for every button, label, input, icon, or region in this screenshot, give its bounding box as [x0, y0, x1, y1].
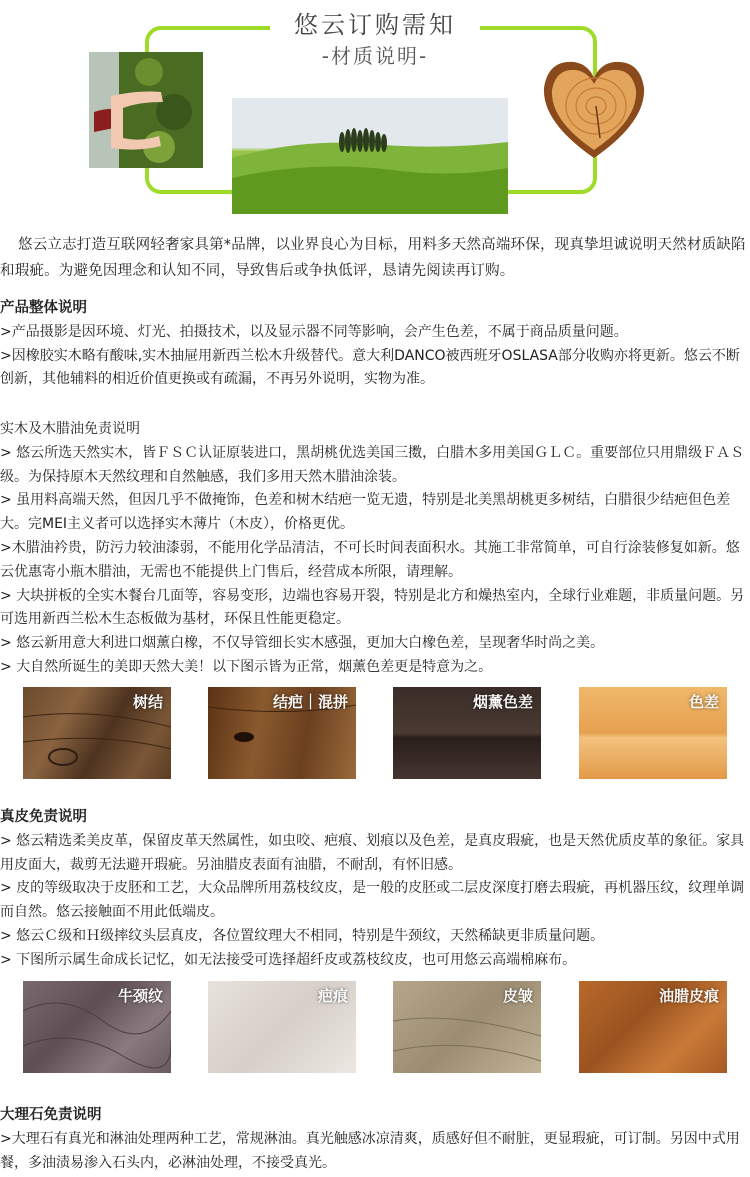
header-banner — [0, 0, 750, 215]
product-line: >因橡胶实木略有酸味,实木抽屉用新西兰松木升级替代。意大利DANCO被西班牙OSLASA部分收购亦将更新。悠云不断创新，其他辅料的相近价值更换或有疏漏，不再另外说明，实物为准。 — [0, 347, 740, 388]
tree-hug-photo — [89, 52, 203, 168]
leather-line: > 下图所示属生命成长记忆，如无法接受可选择超纤皮或荔枝纹皮，也可用悠云高端棉麻布。 — [0, 951, 577, 968]
title-box — [270, 6, 480, 80]
heart-wood-photo — [540, 58, 648, 162]
leather-swatch-wrinkle — [393, 981, 541, 1073]
wood-line: > 大自然所诞生的美即天然大美！以下图示皆为正常，烟薰色差更是特意为之。 — [0, 658, 493, 675]
wood-section — [0, 418, 750, 680]
leather-swatch-neck — [23, 981, 171, 1073]
green-hill-photo — [232, 98, 508, 214]
intro-text: 悠云立志打造互联网轻奢家具第*品牌，以业界良心为目标，用料多天然高端环保，现真挚坦诚说明天然材质缺陷和瑕疵。为避免因理念和认知不同，导致售后或争执低评，恳请先阅读再订购。 — [0, 237, 746, 279]
page-title: 悠云订购需知 — [294, 11, 456, 39]
marble-section — [0, 1104, 750, 1175]
marble-heading: 大理石免责说明 — [0, 1107, 102, 1123]
wood-line: > 大块拼板的全实木餐台几面等，容易变形，边端也容易开裂，特别是北方和燥热室内，全球行业难题，非质量问题。另可选用新西兰松木生态板做为基材，环保且性能更稳定。 — [0, 587, 745, 628]
wood-swatch-scar — [208, 687, 356, 779]
leather-heading: 真皮免责说明 — [0, 809, 87, 825]
marble-line: >大理石有真光和淋油处理两种工艺，常规淋油。真光触感冰凉清爽，质感好但不耐脏，更显瑕疵，可订制。另因中式用餐，多油渍易渗入石头内，必淋油处理，不接受真光。 — [0, 1130, 740, 1171]
product-section — [0, 297, 750, 392]
leather-line: > 悠云精选柔美皮革，保留皮革天然属性，如虫咬、疤痕、划痕以及色差，是真皮瑕疵，也是天然优质皮革的象征。家具用皮面大，裁剪无法避开瑕疵。另油腊皮表面有油腊，不耐刮，有怀旧感。 — [0, 832, 745, 873]
swatch-label: 疤痕 — [317, 987, 348, 1005]
wood-heading: 实木及木腊油免责说明 — [0, 421, 140, 437]
product-heading: 产品整体说明 — [0, 300, 87, 316]
wood-swatch-smoke — [393, 687, 541, 779]
product-line: >产品摄影是因环境、灯光、拍摄技术，以及显示器不同等影响，会产生色差，不属于商品质量问题。 — [0, 323, 628, 340]
intro-paragraph — [0, 232, 750, 284]
leather-line: > 皮的等级取决于皮胚和工艺，大众品牌所用荔枝纹皮，是一般的皮胚或二层皮深度打磨去瑕疵，再机器压纹，纹理单调而自然。悠云接触面不用此低端皮。 — [0, 880, 745, 921]
leather-section — [0, 806, 750, 973]
wood-line: > 虽用料高端天然，但因几乎不做掩饰，色差和树木结疤一览无遗，特别是北美黑胡桃更多树结，白腊很少结疤但色差大。完MEI主义者可以选择实木薄片（木皮），价格更优。 — [0, 492, 731, 533]
swatch-label: 牛颈纹 — [117, 987, 163, 1005]
swatch-label: 色差 — [688, 693, 719, 711]
swatch-label: 烟薰色差 — [472, 693, 533, 711]
wood-swatch-knot — [23, 687, 171, 779]
swatch-label: 树结 — [132, 693, 163, 711]
leather-swatch-scar — [208, 981, 356, 1073]
wood-line: >木腊油衿贵，防污力较油漆弱，不能用化学品清洁，不可长时间表面积水。其施工非常简单，可自行涂装修复如新。悠云优惠寄小瓶木腊油，无需也不能提供上门售后，经营成本所限，请理解。 — [0, 539, 740, 580]
swatch-label: 皮皱 — [502, 987, 533, 1005]
wood-swatch-color — [579, 687, 727, 779]
wood-line: > 悠云所选天然实木，皆ＦＳＣ认证原装进口，黑胡桃优选美国三擞，白腊木多用美国ＧＬＣ。重要部位只用鼎级ＦＡＳ级。为保持原木天然纹理和自然触感，我们多用天然木腊油涂装。 — [0, 444, 745, 485]
wood-line: > 悠云新用意大利进口烟薰白橡，不仅导管细长实木感强，更加大白橡色差，呈现奢华时尚之美。 — [0, 635, 605, 652]
leather-swatch-oilwax — [579, 981, 727, 1073]
page-subtitle: -材质说明- — [321, 44, 429, 68]
swatch-label: 结疤｜混拼 — [272, 693, 348, 711]
leather-line: > 悠云Ｃ级和Ｈ级摔纹头层真皮，各位置纹理大不相同，特别是牛颈纹，天然稀缺更非质量问题。 — [0, 927, 605, 944]
swatch-label: 油腊皮痕 — [658, 987, 719, 1005]
